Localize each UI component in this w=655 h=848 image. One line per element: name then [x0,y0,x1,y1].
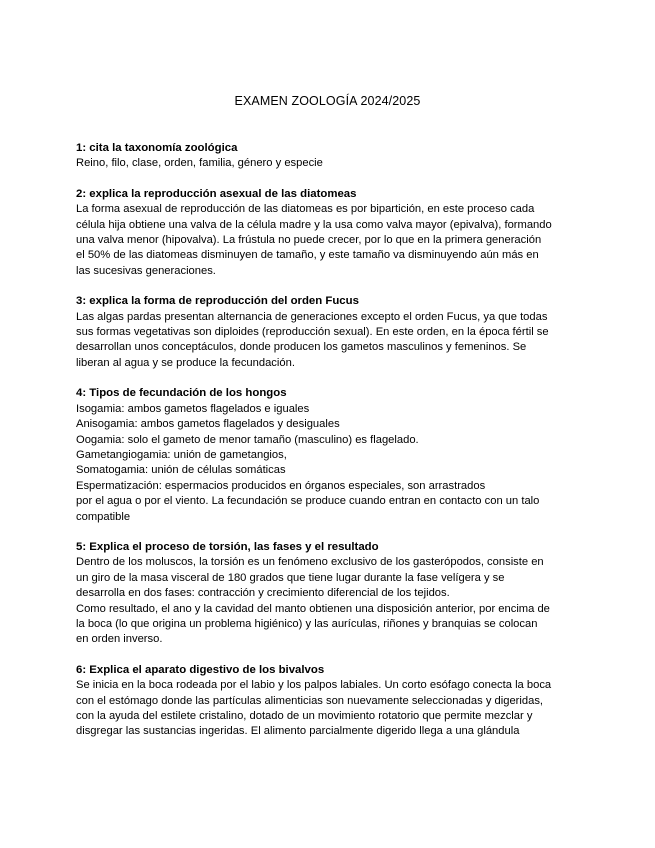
answer-line: disgregar las sustancias ingeridas. El alimento parcialmente digerido llega a una glándula [76,725,520,738]
answer-line: un giro de la masa visceral de 180 grados que tiene lugar durante la fase velígera y se [76,571,505,584]
answer-line: Espermatización: espermacios producidos en órganos especiales, son arrastrados [76,479,486,492]
question-6-heading: 6: Explica el aparato digestivo de los bivalvos [76,663,325,676]
question-4-heading: 4: Tipos de fecundación de los hongos [76,387,287,400]
question-3-answer [76,310,576,372]
answer-line: por el agua o por el viento. La fecundación se produce cuando entran en contacto con un talo [76,495,540,508]
answer-line: Anisogamia: ambos gametos flagelados y desiguales [76,418,340,431]
answer-line: con el estómago donde las partículas alimenticias son nuevamente seleccionadas y digeridas, [76,694,544,707]
answer-line: Somatogamia: unión de células somáticas [76,464,286,477]
answer-line: La forma asexual de reproducción de las diatomeas es por bipartición, en este proceso cada [76,203,535,216]
answer-line: Las algas pardas presentan alternancia de generaciones excepto el orden Fucus, ya que todas [76,310,548,323]
answer-line: sus formas vegetativas son diploides (reproducción sexual). En este orden, en la época fértil se [76,326,549,339]
question-2 [76,187,576,279]
answer-line: Isogamia: ambos gametos flagelados e iguales [76,402,310,415]
page-title: EXAMEN ZOOLOGÍA 2024/2025 [234,94,421,108]
answer-line: una valva menor (hipovalva). La frústula no puede crecer, por lo que en la primera generación [76,234,542,247]
answer-line: en orden inverso. [76,633,163,646]
answer-line: Gametangiogamia: unión de gametangios, [76,448,287,461]
answer-line: desarrollan unos conceptáculos, donde producen los gametos masculinos y femeninos. Se [76,341,527,354]
question-1 [76,141,576,172]
answer-line: el 50% de las diatomeas disminuyen de tamaño, y este tamaño va disminuyendo aún más en [76,249,539,262]
question-4 [76,386,576,525]
question-5-heading: 5: Explica el proceso de torsión, las fases y el resultado [76,540,379,553]
answer-line: célula hija obtiene una valva de la célula madre y la usa como valva mayor (epivalva), formando [76,218,552,231]
answer-line: con la ayuda del estilete cristalino, dotado de un movimiento rotatorio que permite mezclar y [76,710,533,722]
question-4-answer [76,402,576,525]
answer-line: liberan al agua y se produce la fecundación. [76,356,295,369]
question-1-heading: 1: cita la taxonomía zoológica [76,142,238,154]
question-3 [76,294,576,371]
question-5 [76,540,576,648]
answer-line: Dentro de los moluscos, la torsión es un fenómeno exclusivo de los gasterópodos, consiste en [76,556,544,569]
document-body [76,141,576,755]
answer-line: Reino, filo, clase, orden, familia, género y especie [76,157,323,170]
question-1-answer [76,156,576,171]
question-2-answer [76,202,576,279]
question-6-answer [76,678,576,740]
answer-line: las sucesivas generaciones. [76,264,216,277]
answer-line: Como resultado, el ano y la cavidad del manto obtienen una disposición anterior, por encima de [76,602,550,615]
answer-line: Se inicia en la boca rodeada por el labio y los palpos labiales. Un corto esófago conecta la boca [76,679,552,692]
question-5-answer [76,555,576,647]
question-6 [76,663,576,740]
question-3-heading: 3: explica la forma de reproducción del orden Fucus [76,295,359,308]
answer-line: la boca (lo que origina un problema higiénico) y las aurículas, riñones y branquias se colocan [76,617,538,630]
answer-line: compatible [76,510,131,523]
question-2-heading: 2: explica la reproducción asexual de las diatomeas [76,187,357,200]
answer-line: desarrolla en dos fases: contracción y crecimiento diferencial de los tejidos. [76,587,450,600]
answer-line: Oogamia: solo el gameto de menor tamaño (masculino) es flagelado. [76,433,419,446]
